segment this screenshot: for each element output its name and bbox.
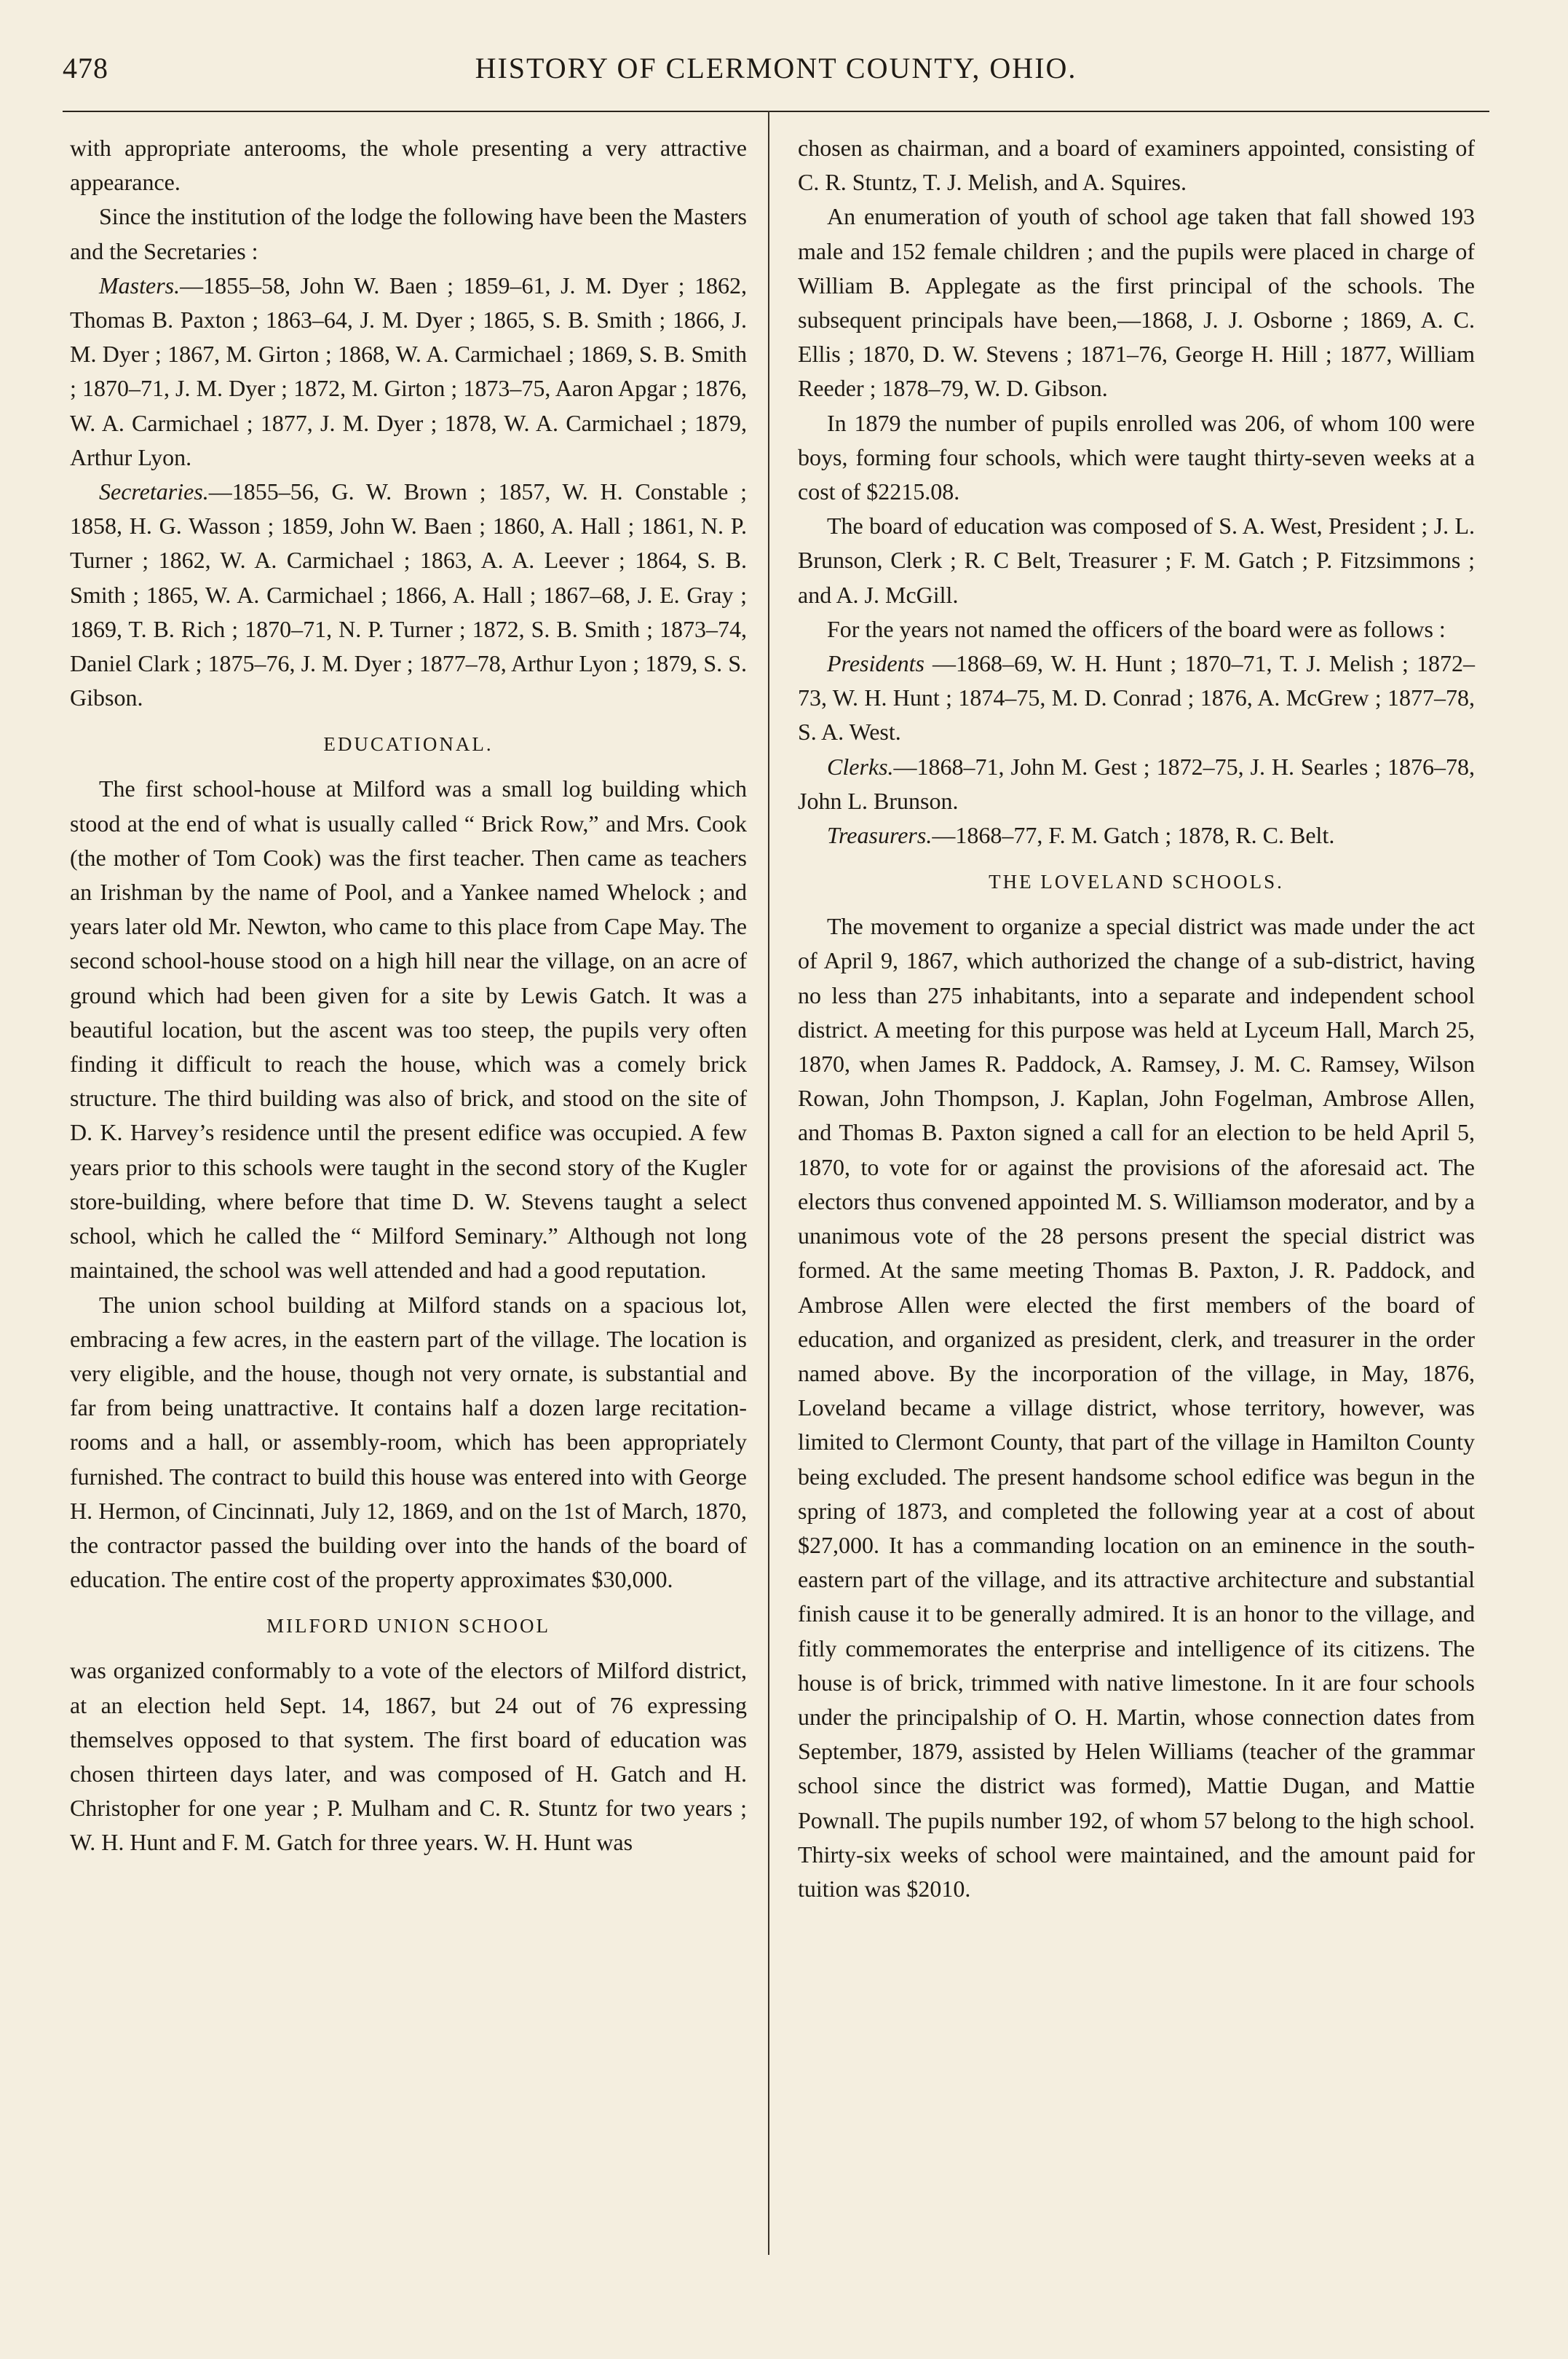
secretaries-text: —1855–56, G. W. Brown ; 1857, W. H. Constable ; 1858, H. G. Wasson ; 1859, John W. Baen ; 1860, A. Hall ; 1861, N. P. Turner ; 1862, W. A. Carmichael ; 1863, A. A. Leever ; 1864, S. B. Smith ; 1865, W. A. Carmichael ; 1866, A. Hall ; 1867–68, J. E. Gray ; 1869, T. B. Rich ; 1870–71, N. P. Turner ; 1872, S. B. Smith ; 1873–74, Daniel Clark ; 1875–76, J. M. Dyer ; 1877–78, Arthur Lyon ; 1879, S. S. Gibson. [70, 478, 747, 711]
paragraph-presidents [798, 647, 1475, 750]
clerks-text: —1868–71, John M. Gest ; 1872–75, J. H. Searles ; 1876–78, John L. Brunson. [798, 753, 1475, 814]
column-divider [768, 111, 769, 2255]
heading-loveland-schools: THE LOVELAND SCHOOLS. [989, 871, 1284, 893]
paragraph-secretaries [70, 475, 747, 715]
presidents-label: Presidents [827, 650, 924, 677]
header-rule [63, 111, 1489, 112]
page-header [63, 51, 1489, 95]
clerks-label: Clerks. [827, 753, 894, 780]
paragraph-officers-intro: For the years not named the officers of the board were as follows : [827, 615, 1446, 642]
paragraph-chairman: chosen as chairman, and a board of examiners appointed, consisting of C. R. Stuntz, T. J. Melish, and A. Squires. [798, 135, 1475, 196]
paragraph-milford-organized: was organized conformably to a vote of the electors of Milford district, at an election held Sept. 14, 1867, but 24 out of 76 expressing themselves opposed to that system. The first board of education was chosen thirteen days later, and was composed of H. Gatch and H. Christopher for one year ; P. Mulham and C. R. Stuntz for two years ; W. H. Hunt and F. M. Gatch for three years. W. H. Hunt was [70, 1657, 747, 1856]
paragraph-enumeration: An enumeration of youth of school age taken that fall showed 193 male and 152 female children ; and the pupils were placed in charge of William B. Applegate as the first principal of the schools. The subsequent principals have been,—1868, J. J. Osborne ; 1869, A. C. Ellis ; 1870, D. W. Stevens ; 1871–76, George H. Hill ; 1877, William Reeder ; 1878–79, W. D. Gibson. [798, 203, 1475, 402]
presidents-text: —1868–69, W. H. Hunt ; 1870–71, T. J. Melish ; 1872–73, W. H. Hunt ; 1874–75, M. D. Conrad ; 1876, A. McGrew ; 1877–78, S. A. West. [798, 650, 1475, 746]
treasurers-text: —1868–77, F. M. Gatch ; 1878, R. C. Belt. [932, 822, 1335, 849]
paragraph-board-of-education: The board of education was composed of S. A. West, President ; J. L. Brunson, Clerk ; R. C Belt, Treasurer ; F. M. Gatch ; P. Fitzsimmons ; and A. J. McGill. [798, 513, 1475, 608]
paragraph-first-schoolhouse: The first school-house at Milford was a small log building which stood at the end of what is usually called “ Brick Row,” and Mrs. Cook (the mother of Tom Cook) was the first teacher. Then came as teachers an Irishman by the name of Pool, and a Yankee named Whelock ; and years later old Mr. Newton, who came to this place from Cape May. The second school-house stood on a high hill near the village, on an acre of ground which had been given for a site by Lewis Gatch. It was a beautiful location, but the ascent was too steep, the pupils very often finding it difficult to reach the house, which was a comely brick structure. The third building was also of brick, and stood on the site of D. K. Harvey’s residence until the present edifice was occupied. A few years prior to this schools were taught in the second story of the Kugler store-building, where before that time D. W. Stevens taught a select school, which he called the “ Milford Seminary.” Although not long maintained, the school was well attended and had a good reputation. [70, 775, 747, 1284]
paragraph-loveland: The movement to organize a special district was made under the act of April 9, 1867, which authorized the change of a sub-district, having no less than 275 inhabitants, into a separate and independent school district. A meeting for this purpose was held at Lyceum Hall, March 25, 1870, when James R. Paddock, A. Ramsey, J. M. C. Ramsey, Wilson Rowan, John Thompson, J. Kaplan, John Fogelman, Ambrose Allen, and Thomas B. Paxton signed a call for an election to be held April 5, 1870, to vote for or against the provisions of the aforesaid act. The electors thus convened appointed M. S. Williamson moderator, and by a unanimous vote of the 28 persons present the special district was formed. At the same meeting Thomas B. Paxton, J. R. Paddock, and Ambrose Allen were elected the first members of the board of education, and organized as president, clerk, and treasurer in the order named above. By the incorporation of the village, in May, 1876, Loveland became a village district, whose territory, however, was limited to Clermont County, that part of the village in Hamilton County being excluded. The present handsome school edifice was begun in the spring of 1873, and completed the following year at a cost of about $27,000. It has a commanding location on an eminence in the south-eastern part of the village, and its attractive architecture and substantial finish cause it to be generally admired. It is an honor to the village, and fitly commemorates the enterprise and intelligence of its citizens. The house is of brick, trimmed with native limestone. In it are four schools under the principalship of O. H. Martin, whose connection dates from September, 1879, assisted by Helen Williams (teacher of the grammar school since the district was formed), Mattie Dugan, and Mattie Pownall. The pupils number 192, of whom 57 belong to the high school. Thirty-six weeks of school were maintained, and the amount paid for tuition was $2010. [798, 913, 1475, 1902]
paragraph-union-school-building: The union school building at Milford stands on a spacious lot, embracing a few acres, in the eastern part of the village. The location is very eligible, and the house, though not very ornate, is substantial and far from being unattractive. It contains half a dozen large recitation-rooms and a hall, or assembly-room, which has been appropriately furnished. The contract to build this house was entered into with George H. Hermon, of Cincinnati, July 12, 1869, and on the 1st of March, 1870, the contractor passed the building over into the hands of the board of education. The entire cost of the property approximates $30,000. [70, 1291, 747, 1593]
treasurers-label: Treasurers. [827, 822, 933, 849]
heading-educational: EDUCATIONAL. [323, 733, 494, 756]
heading-milford-union-school: MILFORD UNION SCHOOL [266, 1615, 550, 1637]
paragraph-treasurers [798, 818, 1475, 853]
paragraph-anterooms: with appropriate anterooms, the whole presenting a very attractive appearance. [70, 135, 747, 196]
paragraph-masters [70, 269, 747, 475]
secretaries-label: Secretaries. [99, 478, 209, 505]
right-column [798, 131, 1475, 1906]
page-number: 478 [63, 52, 108, 84]
left-column [70, 131, 747, 1860]
masters-text: —1855–58, John W. Baen ; 1859–61, J. M. Dyer ; 1862, Thomas B. Paxton ; 1863–64, J. M. Dyer ; 1865, S. B. Smith ; 1866, J. M. Dyer ; 1867, M. Girton ; 1868, W. A. Carmichael ; 1869, S. B. Smith ; 1870–71, J. M. Dyer ; 1872, M. Girton ; 1873–75, Aaron Apgar ; 1876, W. A. Carmichael ; 1877, J. M. Dyer ; 1878, W. A. Carmichael ; 1879, Arthur Lyon. [70, 272, 747, 470]
paragraph-lodge-intro: Since the institution of the lodge the following have been the Masters and the Secretaries : [70, 203, 747, 264]
masters-label: Masters. [99, 272, 181, 299]
paragraph-enrollment-1879: In 1879 the number of pupils enrolled was 206, of whom 100 were boys, forming four schools, which were taught thirty-seven weeks at a cost of $2215.08. [798, 409, 1475, 505]
running-title: HISTORY OF CLERMONT COUNTY, OHIO. [475, 52, 1077, 84]
paragraph-clerks [798, 750, 1475, 818]
